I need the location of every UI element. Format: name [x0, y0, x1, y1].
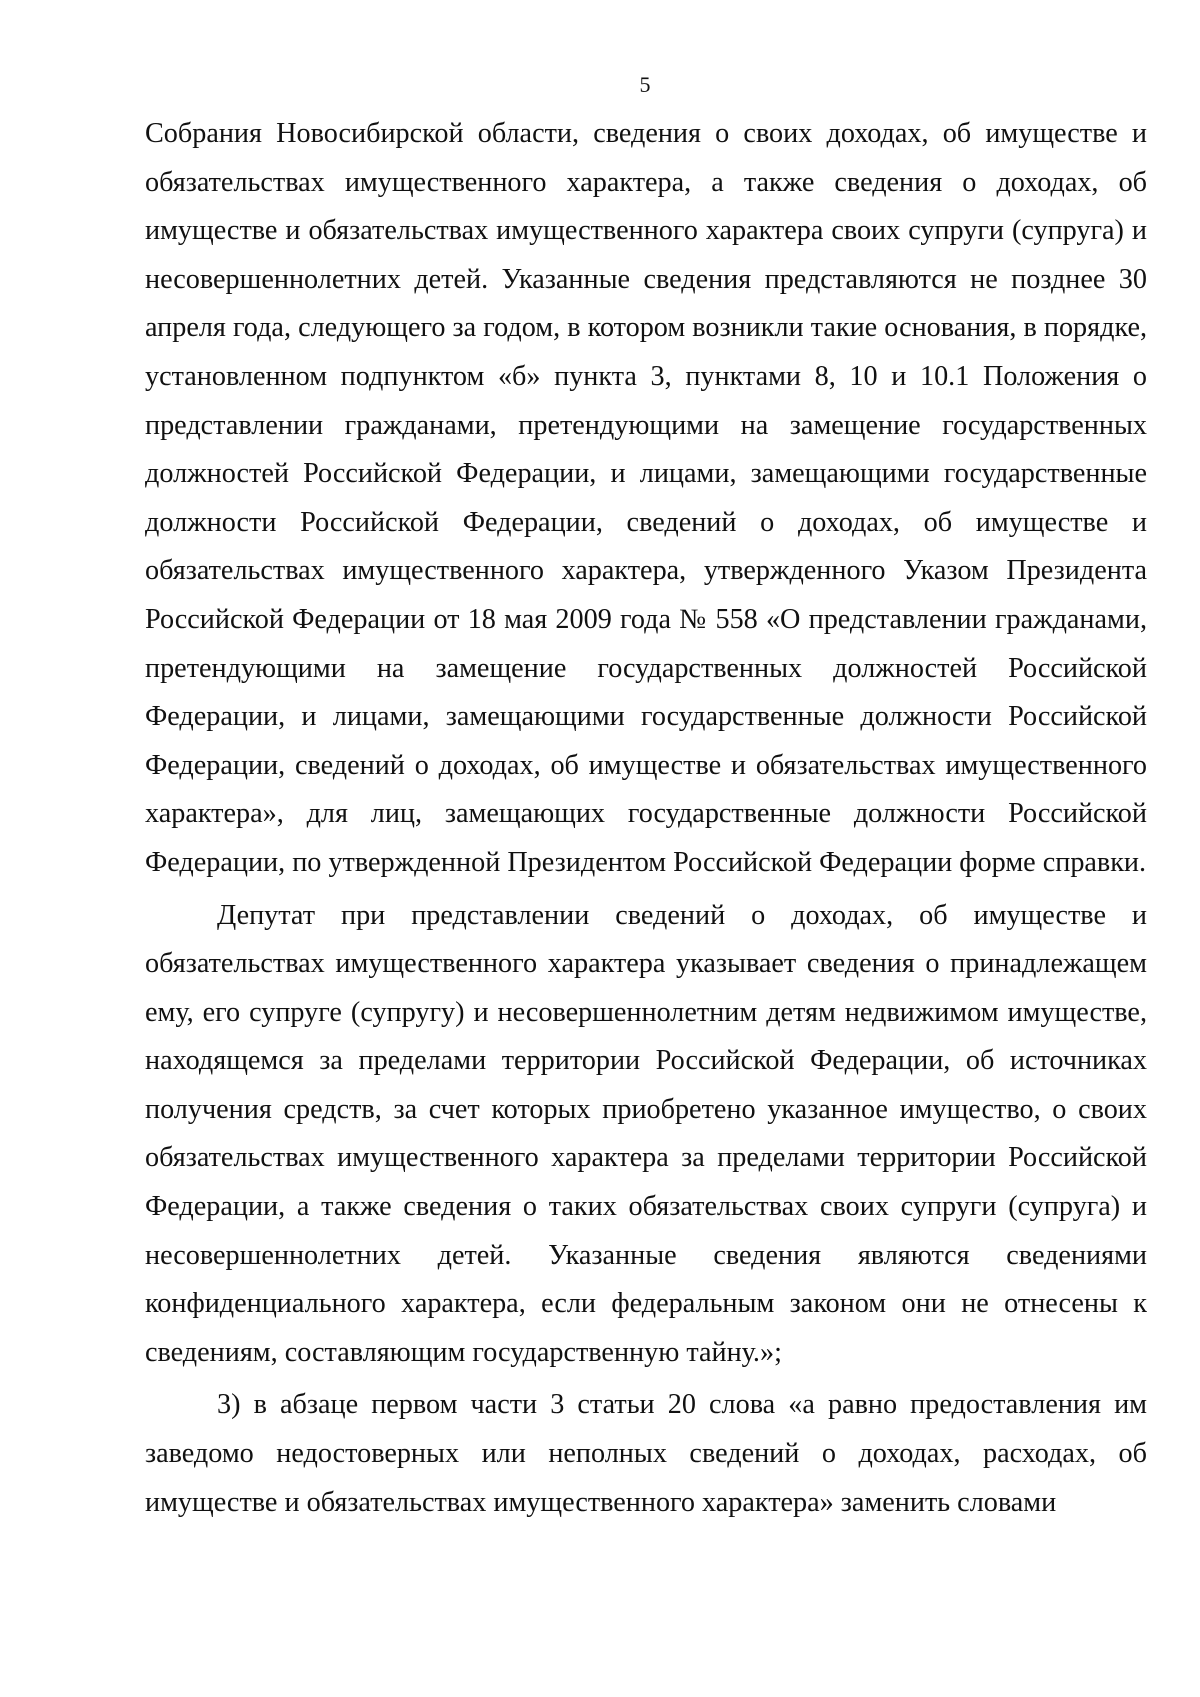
paragraph-amendment-3: 3) в абзаце первом части 3 статьи 20 слова «а равно предоставления им заведомо недостоверных или неполных сведений о доходах, расходах, об имуществе и обязательствах имущественного характера» заменить словами: [145, 1389, 1147, 1518]
document-body: [145, 110, 1147, 1527]
paragraph-deputy-declaration: Депутат при представлении сведений о доходах, об имуществе и обязательствах имущественного характера указывает сведения о принадлежащем ему, его супруге (супругу) и несовершеннолетним детям недвижимом имуществе, находящемся за пределами территории Российской Федерации, об источниках получения средств, за счет которых приобретено указанное имущество, о своих обязательствах имущественного характера за пределами территории Российской Федерации, а также сведения о таких обязательствах своих супруги (супруга) и несовершеннолетних детей. Указанные сведения являются сведениями конфиденциального характера, если федеральным законом они не отнесены к сведениям, составляющим государственную тайну.»;: [145, 899, 1147, 1368]
paragraph-continuation: Собрания Новосибирской области, сведения о своих доходах, об имуществе и обязательствах имущественного характера, а также сведения о доходах, об имуществе и обязательствах имущественного характера своих супруги (супруга) и несовершеннолетних детей. Указанные сведения представляются не позднее 30 апреля года, следующего за годом, в котором возникли такие основания, в порядке, установленном подпунктом «б» пункта 3, пунктами 8, 10 и 10.1 Положения о представлении гражданами, претендующими на замещение государственных должностей Российской Федерации, и лицами, замещающими государственные должности Российской Федерации, сведений о доходах, об имуществе и обязательствах имущественного характера, утвержденного Указом Президента Российской Федерации от 18 мая 2009 года № 558 «О представлении гражданами, претендующими на замещение государственных должностей Российской Федерации, и лицами, замещающими государственные должности Российской Федерации, сведений о доходах, об имуществе и обязательствах имущественного характера», для лиц, замещающих государственные должности Российской Федерации, по утвержденной Президентом Российской Федерации форме справки.: [145, 118, 1147, 878]
page-number: 5: [639, 72, 651, 97]
